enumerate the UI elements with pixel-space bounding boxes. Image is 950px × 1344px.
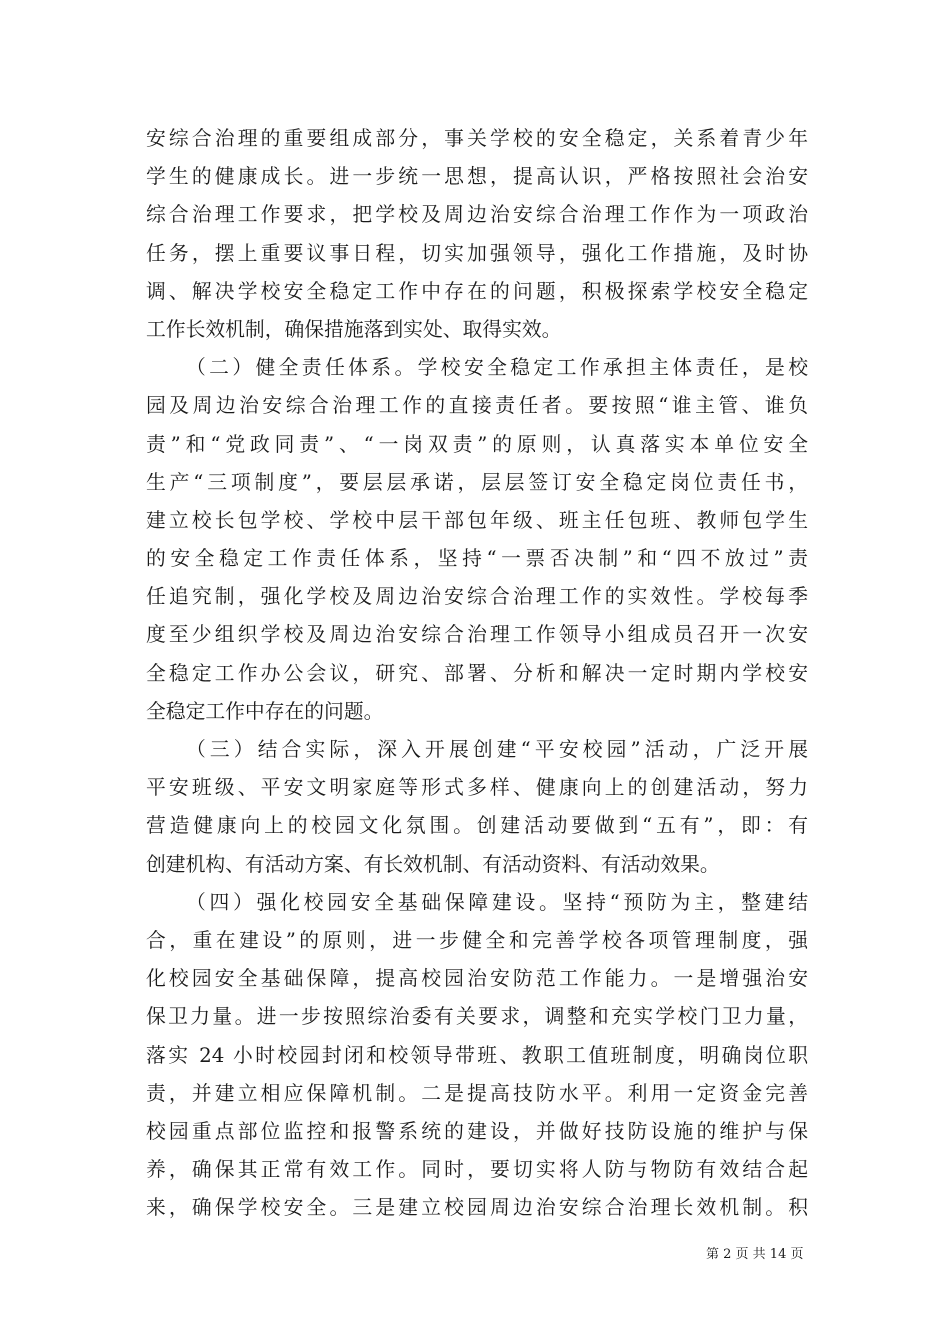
page-number-footer: 第 2 页 共 14 页 [706,1247,804,1262]
text-line-14: 度至少组织学校及周边治安综合治理工作领导小组成员召开一次安 [146,623,808,647]
text-line-22: 合，重在建设”的原则，进一步健全和完善学校各项管理制度，强 [146,928,808,952]
text-line-8: 园及周边治安综合治理工作的直接责任者。要按照“谁主管、谁负 [146,394,808,418]
text-line-15: 全稳定工作办公会议，研究、部署、分析和解决一定时期内学校安 [146,661,808,685]
text-line-28: 养，确保其正常有效工作。同时，要切实将人防与物防有效结合起 [146,1158,808,1182]
text-line-13: 任追究制，强化学校及周边治安综合治理工作的实效性。学校每季 [146,585,808,609]
text-line-17: （三）结合实际，深入开展创建“平安校园”活动，广泛开展 [186,738,808,761]
text-line-10: 生产“三项制度”，要层层承诺，层层签订安全稳定岗位责任书， [146,470,808,494]
text-line-4: 任务，摆上重要议事日程，切实加强领导，强化工作措施，及时协 [146,241,808,265]
text-line-26: 责，并建立相应保障机制。二是提高技防水平。利用一定资金完善 [146,1081,808,1105]
text-line-21: （四）强化校园安全基础保障建设。坚持“预防为主，整建结 [186,890,808,914]
text-line-16: 全稳定工作中存在的问题。 [146,699,384,723]
text-line-2: 学生的健康成长。进一步统一思想，提高认识，严格按照社会治安 [146,165,808,189]
text-line-24: 保卫力量。进一步按照综治委有关要求，调整和充实学校门卫力量， [146,1005,808,1029]
text-line-20: 创建机构、有活动方案、有长效机制、有活动资料、有活动效果。 [146,852,720,876]
document-body [146,120,808,1227]
text-line-3: 综合治理工作要求，把学校及周边治安综合治理工作作为一项政治 [146,203,808,227]
text-line-5: 调、解决学校安全稳定工作中存在的问题，积极探索学校安全稳定 [146,279,808,303]
text-line-12: 的安全稳定工作责任体系，坚持“一票否决制”和“四不放过”责 [146,547,808,571]
text-line-11: 建立校长包学校、学校中层干部包年级、班主任包班、教师包学生 [146,508,808,532]
text-line-6: 工作长效机制，确保措施落到实处、取得实效。 [146,317,562,341]
text-line-7: （二）健全责任体系。学校安全稳定工作承担主体责任，是校 [186,356,808,380]
text-line-25: 落实 24 小时校园封闭和校领导带班、教职工值班制度，明确岗位职 [146,1043,808,1067]
text-line-9: 责”和“党政同责”、“一岗双责”的原则，认真落实本单位安全 [146,432,808,456]
text-line-18: 平安班级、平安文明家庭等形式多样、健康向上的创建活动，努力 [146,776,808,800]
text-line-23: 化校园安全基础保障，提高校园治安防范工作能力。一是增强治安 [146,967,808,991]
text-line-19: 营造健康向上的校园文化氛围。创建活动要做到“五有”，即：有 [146,814,808,838]
text-line-1: 安综合治理的重要组成部分，事关学校的安全稳定，关系着青少年 [146,127,808,150]
text-line-27: 校园重点部位监控和报警系统的建设，并做好技防设施的维护与保 [146,1119,808,1143]
text-line-29: 来，确保学校安全。三是建立校园周边治安综合治理长效机制。积 [146,1196,808,1220]
